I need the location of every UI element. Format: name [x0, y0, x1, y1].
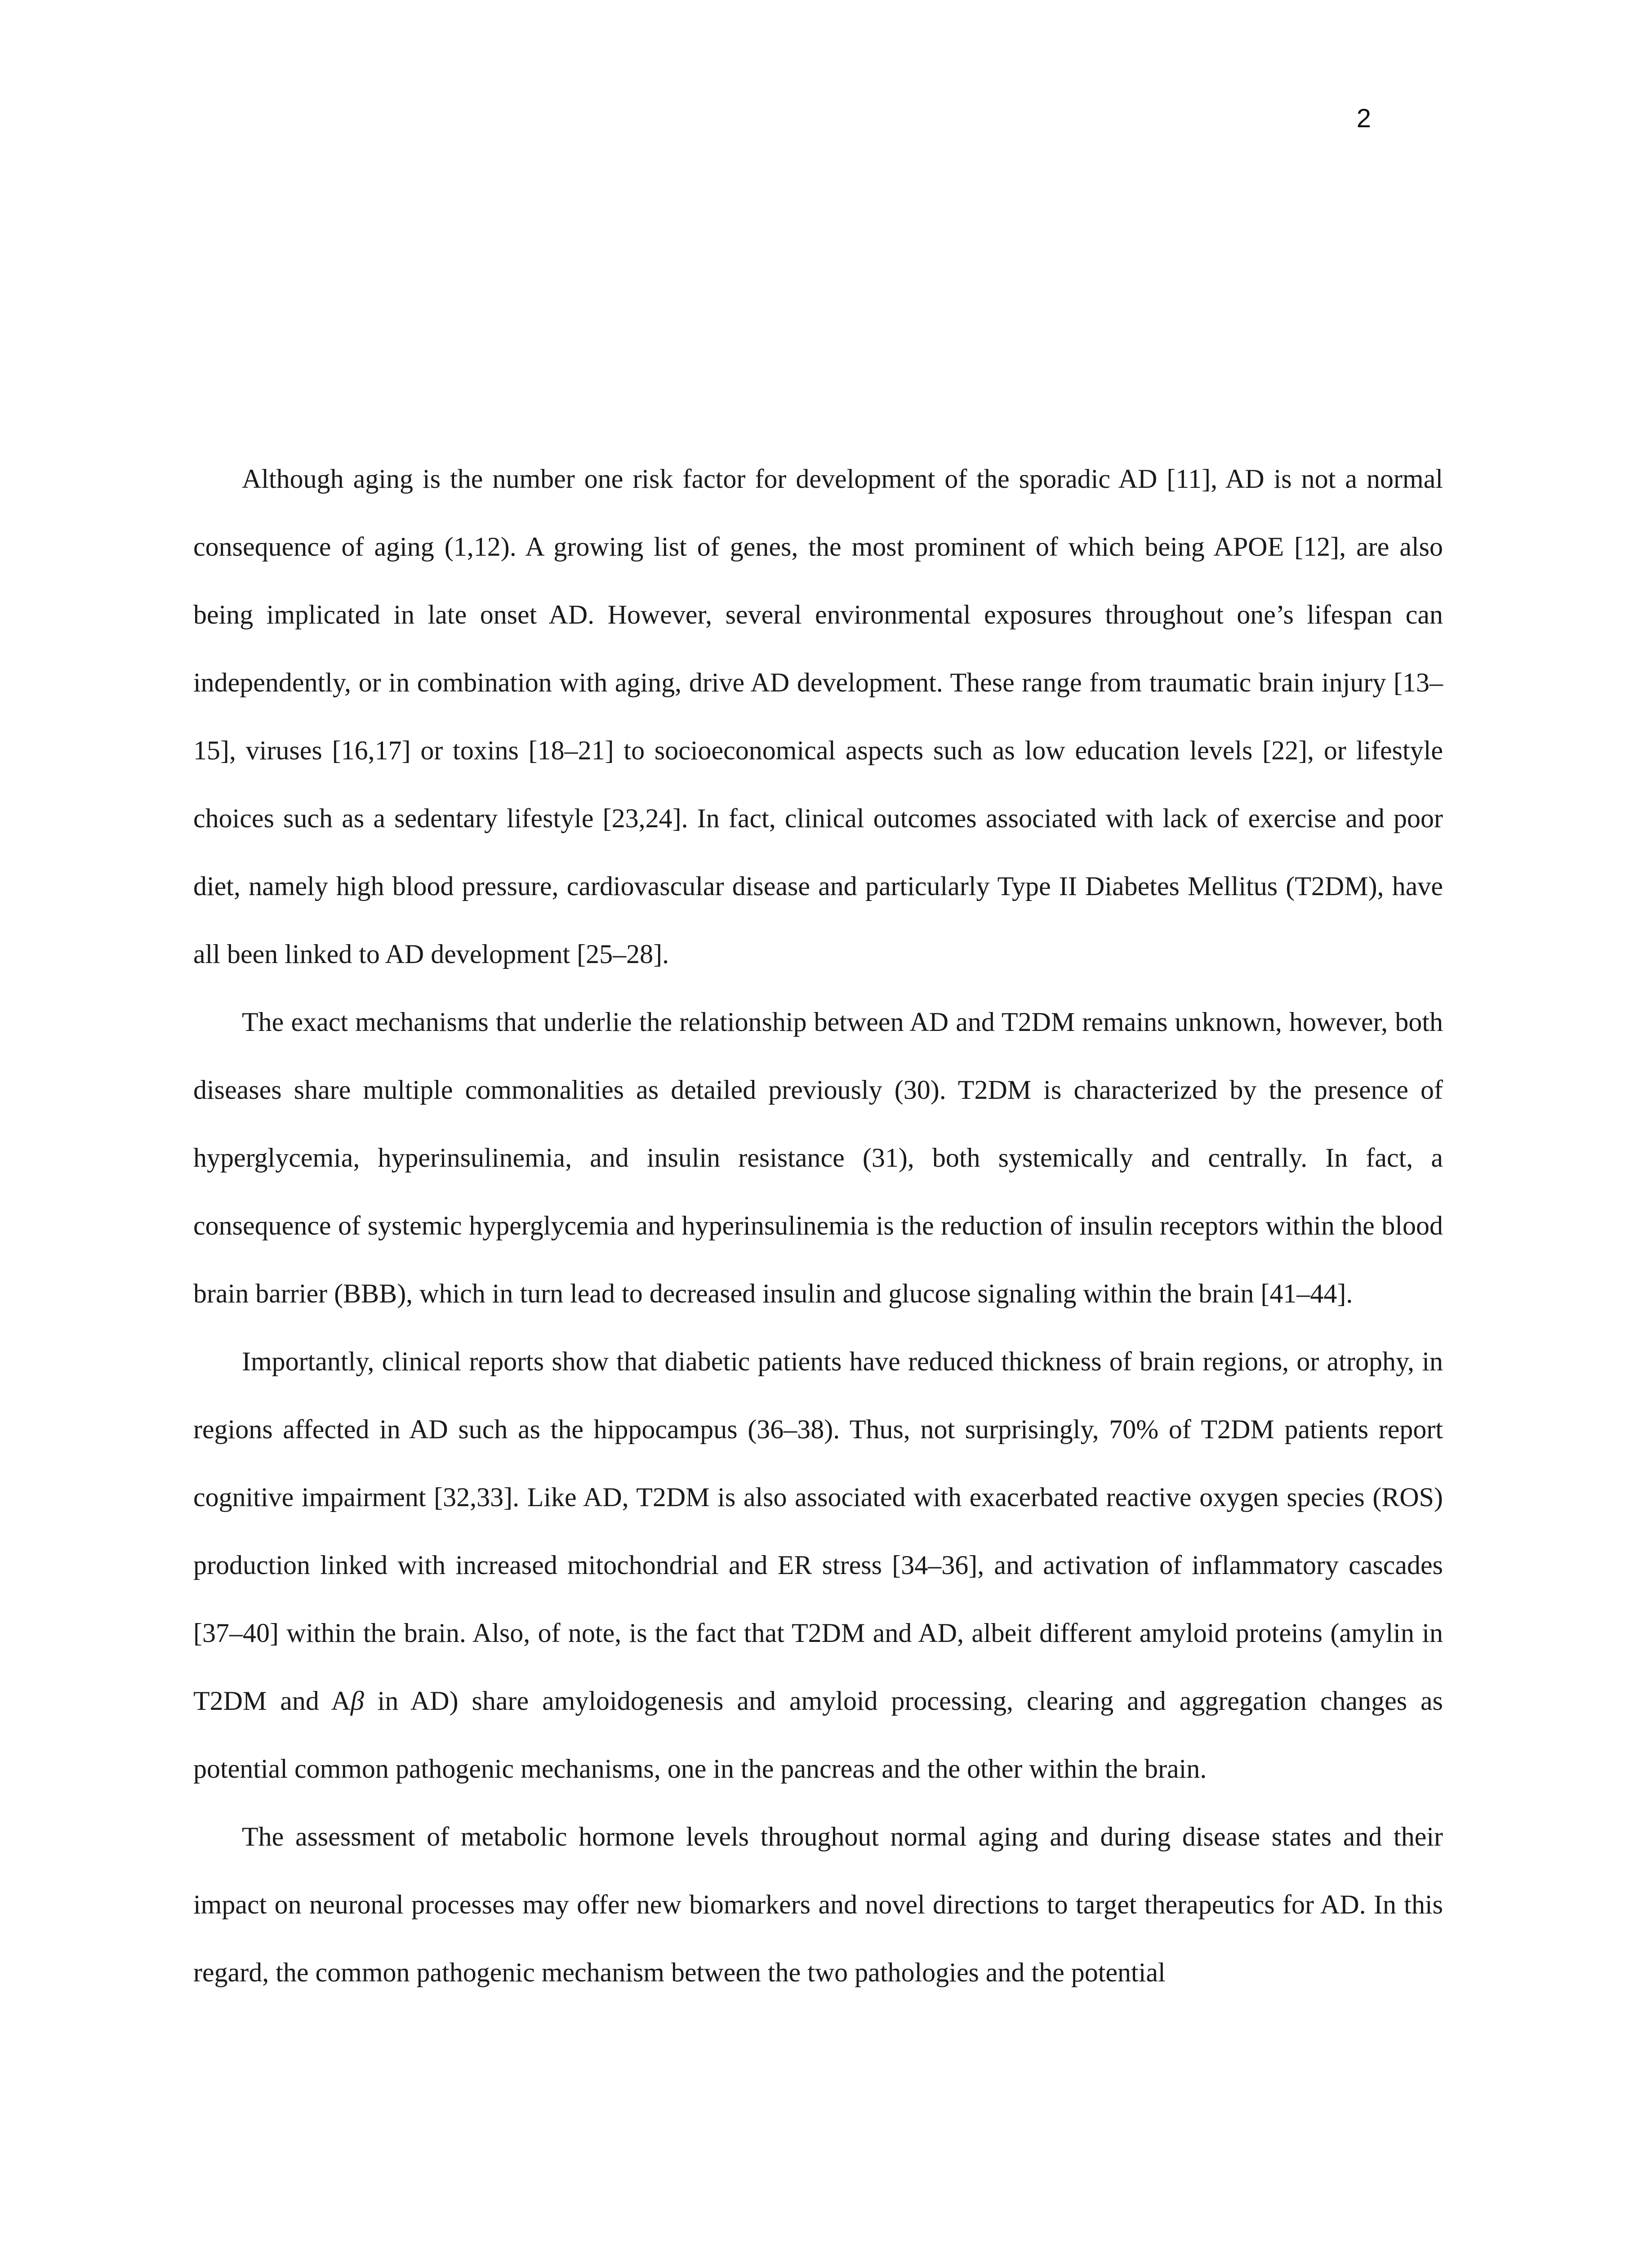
paragraph-clinical-reports-text-before: Importantly, clinical reports show that diabetic patients have reduced thickness of brain regions, or atrophy, in regions affected in AD such as the hippocampus (36–38). Thus, not surprisingly, 70% of T2DM patients report cognitive impairment [32,33]. Like AD, T2DM is also associated with exacerbated reactive oxygen species (ROS) production linked with increased mitochondrial and ER stress [34–36], and activation of inflammatory cascades [37–40] within the brain. Also, of note, is the fact that T2DM and AD, albeit different amyloid proteins (amylin in T2DM and A: [193, 1347, 1443, 1716]
paragraph-ad-t2dm-mechanisms: The exact mechanisms that underlie the relationship between AD and T2DM remains unknown, however, both diseases share multiple commonalities as detailed previously (30). T2DM is characterized by the presence of hyperglycemia, hyperinsulinemia, and insulin resistance (31), both systemically and centrally. In fact, a consequence of systemic hyperglycemia and hyperinsulinemia is the reduction of insulin receptors within the blood brain barrier (BBB), which in turn lead to decreased insulin and glucose signaling within the brain [41–44].: [193, 1007, 1443, 1308]
beta-symbol: β: [350, 1686, 364, 1716]
body-text: [193, 445, 1443, 2007]
paragraph-clinical-reports: [193, 1328, 1443, 1803]
paragraph-clinical-reports-text-after: in AD) share amyloidogenesis and amyloid processing, clearing and aggregation changes as potential common pathogenic mechanisms, one in the pancreas and the other within the brain.: [193, 1686, 1443, 1784]
paragraph-metabolic-hormones: The assessment of metabolic hormone levels throughout normal aging and during disease states and their impact on neuronal processes may offer new biomarkers and novel directions to target therapeutics for AD. In this regard, the common pathogenic mechanism between the two pathologies and the potential: [193, 1822, 1443, 1987]
page-number: 2: [1356, 104, 1371, 133]
paragraph-aging-risk: Although aging is the number one risk factor for development of the sporadic AD [11], AD is not a normal consequence of aging (1,12). A growing list of genes, the most prominent of which being APOE [12], are also being implicated in late onset AD. However, several environmental exposures throughout one’s lifespan can independently, or in combination with aging, drive AD development. These range from traumatic brain injury [13–15], viruses [16,17] or toxins [18–21] to socioeconomical aspects such as low education levels [22], or lifestyle choices such as a sedentary lifestyle [23,24]. In fact, clinical outcomes associated with lack of exercise and poor diet, namely high blood pressure, cardiovascular disease and particularly Type II Diabetes Mellitus (T2DM), have all been linked to AD development [25–28].: [193, 464, 1443, 969]
